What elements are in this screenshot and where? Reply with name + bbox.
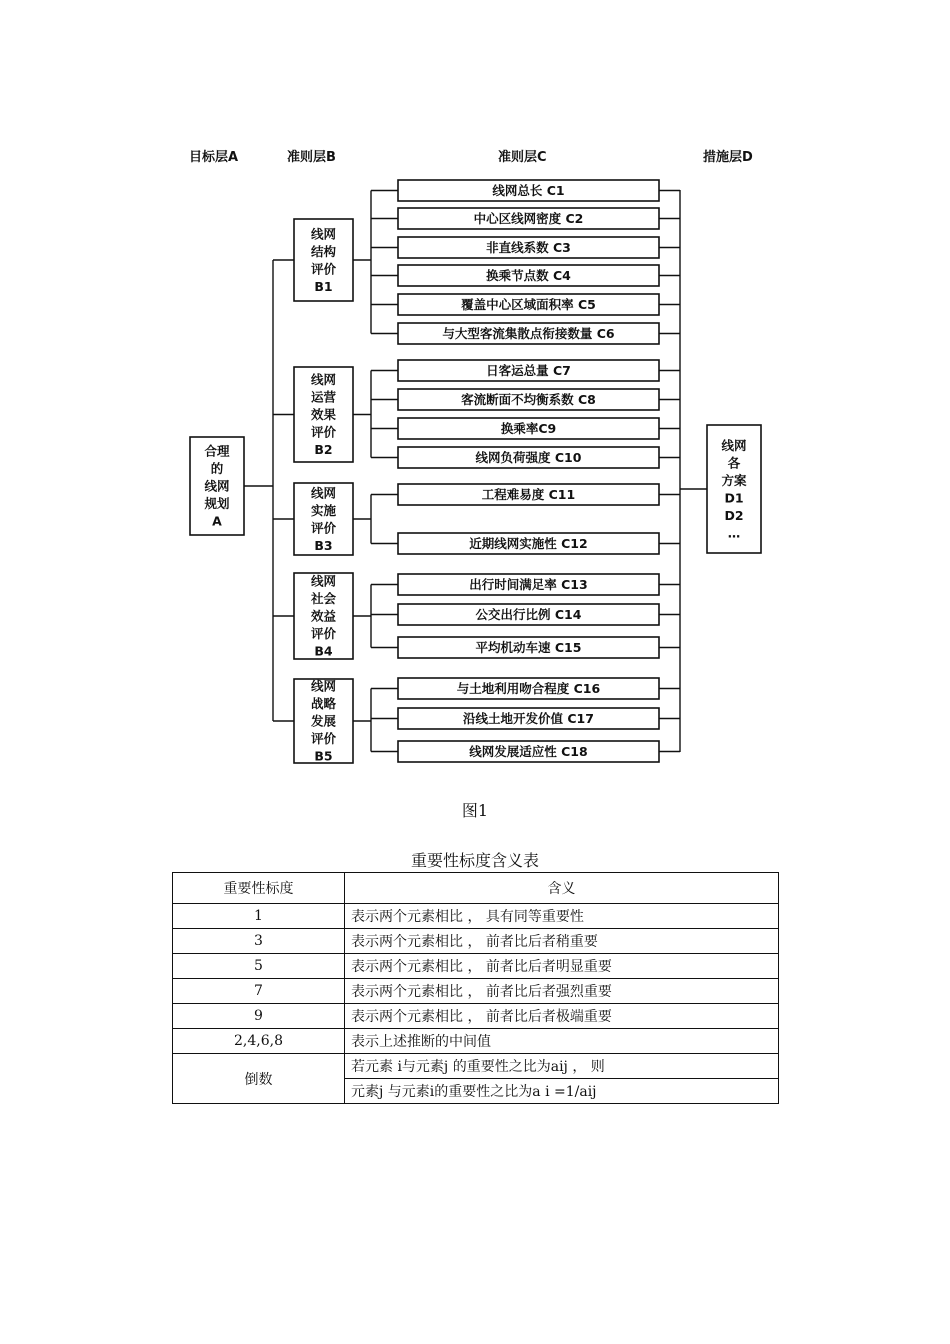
criterion-c-label: 非直线系数 C3 (486, 240, 571, 255)
measures-box-label: 各 (727, 455, 741, 471)
table-header-row (173, 873, 779, 904)
measures-box-label: 方案 (721, 472, 747, 488)
criterion-c-label: 与土地利用吻合程度 C16 (456, 681, 601, 696)
table-row (173, 979, 779, 1004)
meaning-cell: 表示上述推断的中间值 (345, 1029, 779, 1054)
header-criteria-b-layer: 准则层B (287, 150, 336, 165)
criterion-b2-box-label: B2 (314, 442, 333, 457)
criterion-b5-box-label: 评价 (310, 731, 337, 746)
criterion-b2-box-label: 运营 (310, 389, 337, 405)
table-title: 重要性标度含义表 (410, 851, 539, 870)
criterion-b3-box-label: B3 (314, 537, 333, 553)
table-row (173, 954, 779, 979)
scale-cell: 7 (173, 979, 345, 1004)
criterion-b1-box-label: 评价 (310, 261, 337, 277)
criterion-b2-box-label: 评价 (310, 424, 337, 440)
goal-box-label: 的 (210, 461, 224, 476)
table-row (173, 1054, 779, 1079)
meaning-cell: 表示两个元素相比 ， 前者比后者明显重要 (345, 954, 779, 979)
header-measures-layer: 措施层D (703, 150, 753, 165)
criterion-b5-box-label: B5 (314, 748, 333, 764)
criterion-b5-box-label: 发展 (310, 713, 337, 729)
goal-box-label: 线网 (204, 478, 230, 494)
measures-box-label: … (727, 525, 741, 541)
criterion-c-label: 公交出行比例 C14 (475, 607, 582, 622)
meaning-cell: 表示两个元素相比 ， 前者比后者强烈重要 (345, 979, 779, 1004)
criterion-c-label: 线网发展适应性 C18 (469, 744, 588, 759)
scale-cell: 2,4,6,8 (173, 1029, 345, 1054)
criterion-c-label: 换乘率C9 (500, 421, 557, 436)
goal-box-label: A (212, 513, 222, 529)
criterion-b1-box-label: 结构 (310, 243, 337, 259)
measures-box-label: D2 (724, 507, 744, 523)
criterion-c-label: 中心区线网密度 C2 (473, 211, 584, 226)
table-row (173, 929, 779, 954)
importance-scale-table (172, 872, 779, 1104)
meaning-cell: 表示两个元素相比 ， 前者比后者稍重要 (345, 929, 779, 954)
measures-box-label: D1 (724, 490, 744, 506)
measures-box-label: 线网 (721, 437, 747, 453)
criterion-b2-box-label: 线网 (310, 372, 337, 387)
criterion-b1-box-label: B1 (314, 278, 333, 294)
table-row (173, 1029, 779, 1054)
criterion-b4-box-label: B4 (314, 643, 333, 659)
criterion-c-label: 平均机动车速 C15 (475, 640, 582, 655)
meaning-cell-reciprocal-line2: 元素j 与元素i的重要性之比为a i =1/aij (345, 1079, 779, 1104)
column-header-scale: 重要性标度 (173, 873, 345, 904)
criterion-b4-box-label: 效益 (310, 608, 337, 624)
meaning-cell: 表示两个元素相比 ， 具有同等重要性 (345, 904, 779, 929)
criterion-c-label: 沿线土地开发价值 C17 (463, 711, 594, 726)
meaning-cell-reciprocal-line1: 若元素 i与元素j 的重要性之比为aij ， 则 (345, 1054, 779, 1079)
header-criteria-c-layer: 准则层C (498, 150, 547, 165)
criterion-c-label: 覆盖中心区域面积率 C5 (461, 297, 596, 312)
scale-cell-reciprocal: 倒数 (173, 1054, 345, 1104)
column-header-meaning: 含义 (345, 873, 779, 904)
figure-caption: 图1 (461, 801, 489, 820)
criterion-b1-box-label: 线网 (310, 226, 337, 242)
meaning-cell: 表示两个元素相比 ， 前者比后者极端重要 (345, 1004, 779, 1029)
criterion-b4-box-label: 评价 (310, 626, 337, 641)
criterion-c-label: 近期线网实施性 C12 (469, 536, 588, 551)
criterion-c-label: 日客运总量 C7 (486, 363, 571, 378)
scale-cell: 5 (173, 954, 345, 979)
table-row (173, 904, 779, 929)
criterion-c-label: 线网负荷强度 C10 (475, 450, 582, 465)
scale-cell: 1 (173, 904, 345, 929)
scale-cell: 9 (173, 1004, 345, 1029)
header-goal-layer: 目标层A (189, 150, 239, 165)
criterion-b2-box-label: 效果 (310, 407, 337, 422)
diagram-boxes (190, 180, 761, 764)
criterion-b4-box-label: 社会 (310, 591, 337, 606)
criterion-c-label: 客流断面不均衡系数 C8 (461, 392, 596, 407)
table-row (173, 1004, 779, 1029)
criterion-b3-box-label: 实施 (310, 502, 337, 518)
criterion-c-label: 换乘节点数 C4 (486, 268, 571, 283)
criterion-c-label: 工程难易度 C11 (481, 487, 576, 502)
criterion-c-label: 与大型客流集散点衔接数量 C6 (442, 326, 615, 341)
criterion-b3-box-label: 评价 (310, 520, 337, 536)
goal-box-label: 合理 (204, 443, 230, 459)
criterion-c-label: 线网总长 C1 (492, 183, 565, 198)
criterion-b5-box-label: 战略 (310, 696, 337, 711)
criterion-b3-box-label: 线网 (310, 485, 337, 501)
criterion-b5-box-label: 线网 (310, 678, 337, 694)
scale-cell: 3 (173, 929, 345, 954)
criterion-c-label: 出行时间满足率 C13 (469, 577, 588, 592)
goal-box-label: 规划 (204, 496, 230, 511)
criterion-b4-box-label: 线网 (310, 573, 337, 589)
